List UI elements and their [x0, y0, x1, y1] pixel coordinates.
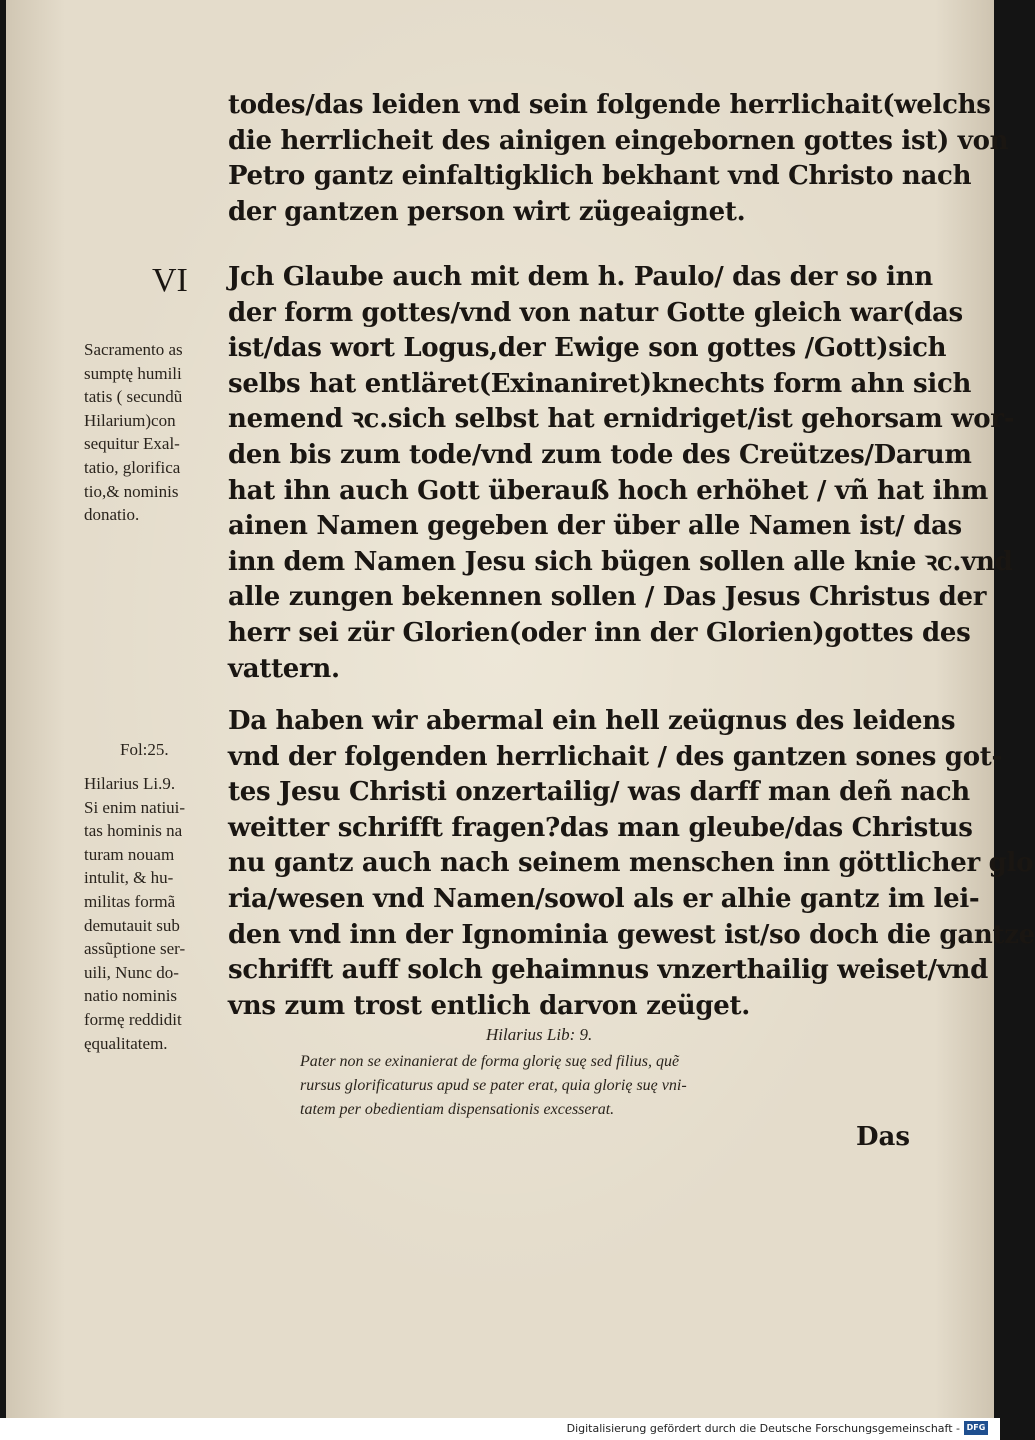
margin-note-line: formę reddidit	[84, 1009, 182, 1029]
text-line: nemend ꝛc.sich selbst hat ernidriget/ist gehorsam wor-	[228, 404, 1015, 435]
margin-note-line: tatis ( secundũ	[84, 387, 183, 407]
quote-line: Pater non se exinanierat de forma glorię suę sed filius, quẽ	[300, 1053, 680, 1070]
text-line: vattern.	[228, 653, 340, 684]
margin-note-line: Si enim natiui-	[84, 797, 186, 817]
margin-note-line: tio,& nominis	[84, 481, 179, 501]
text-line: schrifft auff solch gehaimnus vnzerthailig weiset/vnd	[228, 955, 988, 986]
main-text-block-da	[228, 704, 1035, 1024]
text-line: tes Jesu Christi onzertailig/ was darff man deñ nach	[228, 777, 970, 808]
text-line: hat ihn auch Gott überauß hoch erhöhet / vñ hat ihm	[228, 475, 989, 506]
text-line: der form gottes/vnd von natur Gotte gleich war(das	[228, 297, 963, 328]
text-line: Jch Glaube auch mit dem h. Paulo/ das der so inn	[228, 262, 933, 292]
catchword: Das	[856, 1122, 911, 1152]
text-line: vns zum trost entlich darvon zeüget.	[228, 990, 750, 1021]
quote-line: rursus glorificaturus apud se pater erat, quia glorię suę vni-	[300, 1077, 687, 1094]
text-line: nu gantz auch nach seinem menschen inn göttlicher glo	[228, 848, 1034, 879]
text-line: weitter schrifft fragen?das man gleube/das Christus	[228, 812, 973, 843]
margin-note-line: donatio.	[84, 505, 140, 525]
text-line: herr sei zür Glorien(oder inn der Glorien)gottes des	[228, 617, 971, 648]
text-line: ria/wesen vnd Namen/sowol als er alhie gantz im lei-	[228, 883, 980, 914]
margin-note-line: militas formã	[84, 891, 176, 911]
margin-note-line: Sacramento as	[84, 340, 183, 359]
text-line: den bis zum tode/vnd zum tode des Creützes/Darum	[228, 439, 972, 470]
margin-note-line: turam nouam	[84, 844, 175, 864]
margin-note-line: Hilarius Li.9.	[84, 774, 176, 793]
funding-credit: Digitalisierung gefördert durch die Deutsche Forschungsgemeinschaft -	[566, 1422, 960, 1435]
text-line: den vnd inn der Ignominia gewest ist/so doch die gantze	[228, 919, 1035, 950]
text-line: ist/das wort Logus,der Ewige son gottes /Gott)sich	[228, 333, 947, 364]
main-text-top-block	[228, 88, 1009, 230]
text-line: alle zungen bekennen sollen / Das Jesus Christus der	[228, 582, 987, 613]
margin-note-line: intulit, & hu-	[84, 868, 174, 888]
latin-quote	[300, 1050, 900, 1122]
text-line: vnd der folgenden herrlichait / des gantzen sones got-	[228, 741, 1002, 772]
margin-note-line: natio nominis	[84, 986, 178, 1006]
margin-note-line: sumptę humili	[84, 363, 182, 383]
text-line: die herrlicheit des ainigen eingebornen gottes ist) von	[228, 125, 1009, 156]
dfg-logo-icon: DFG	[964, 1421, 988, 1435]
text-line: inn dem Namen Jesu sich bügen sollen alle knie ꝛc.vnd	[228, 546, 1013, 577]
text-line: selbs hat entläret(Exinaniret)knechts form ahn sich	[228, 368, 972, 399]
digitization-footer	[0, 1418, 1000, 1440]
margin-note-line: sequitur Exal-	[84, 434, 180, 454]
folio-reference: Fol:25.	[120, 740, 169, 759]
section-number: VI	[152, 262, 188, 299]
document-page	[6, 0, 1035, 1418]
margin-note-line: uili, Nunc do-	[84, 962, 179, 982]
margin-note-line: demutauit sub	[84, 915, 180, 935]
main-text-block-vi	[228, 260, 1015, 687]
text-line: Da haben wir abermal ein hell zeügnus des leidens	[228, 706, 956, 736]
quote-line: tatem per obedientiam dispensationis excesserat.	[300, 1101, 615, 1118]
quote-heading: Hilarius Lib: 9.	[486, 1025, 593, 1044]
margin-note-sacramento	[84, 338, 234, 527]
margin-note-line: tatio, glorifica	[84, 457, 181, 477]
text-line: Petro gantz einfaltigklich bekhant vnd Christo nach	[228, 161, 972, 192]
margin-note-hilarius	[84, 772, 234, 1055]
margin-note-line: assũptione ser-	[84, 939, 186, 959]
text-line: todes/das leiden vnd sein folgende herrlichait(welchs	[228, 90, 991, 120]
margin-note-line: Hilarium)con	[84, 410, 176, 430]
margin-note-line: ęqualitatem.	[84, 1033, 168, 1053]
margin-note-line: tas hominis na	[84, 821, 183, 841]
text-line: der gantzen person wirt zügeaignet.	[228, 196, 746, 227]
text-line: ainen Namen gegeben der über alle Namen ist/ das	[228, 511, 962, 542]
